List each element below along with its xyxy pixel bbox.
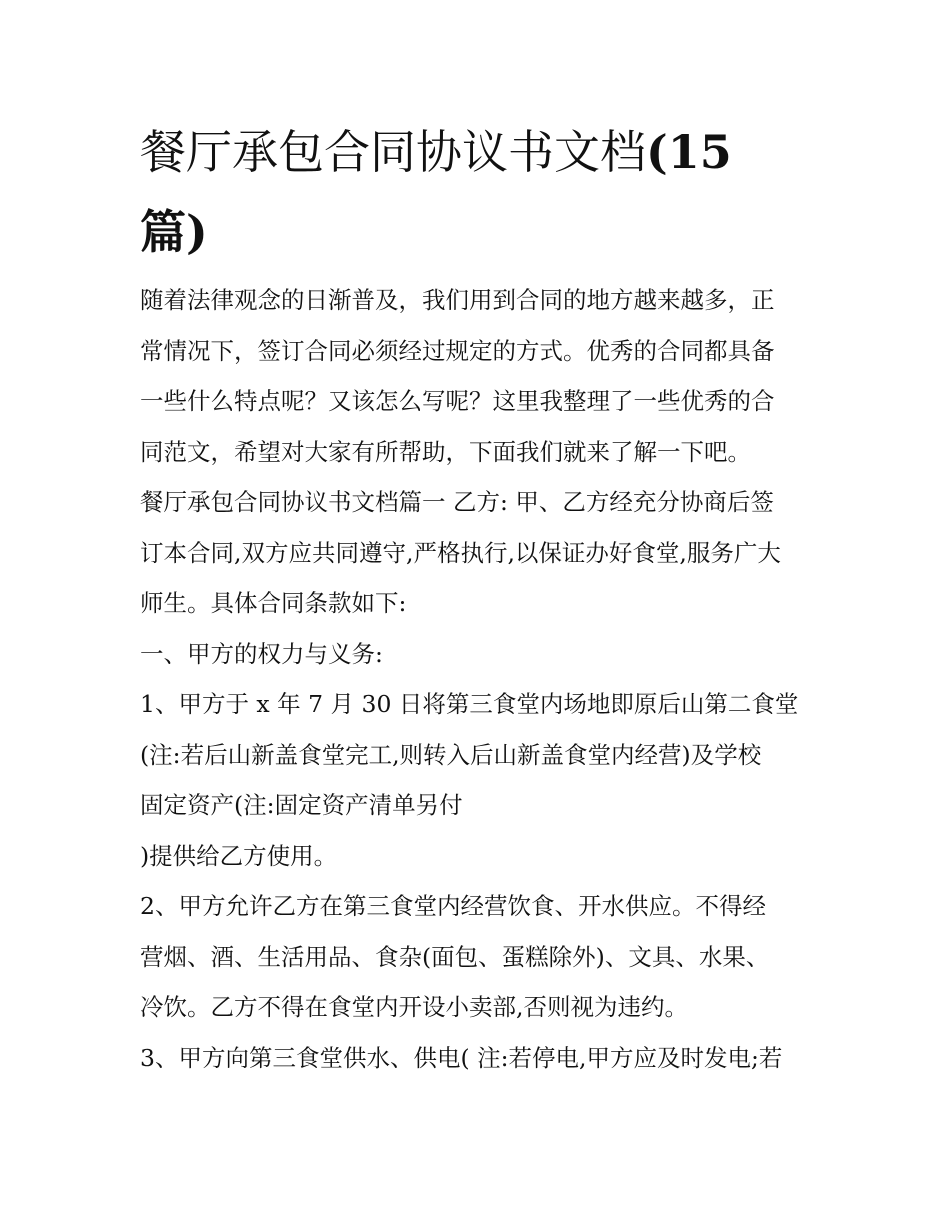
body-line: 随着法律观念的日渐普及，我们用到合同的地方越来越多，正	[140, 286, 775, 314]
body-line: 冷饮。乙方不得在食堂内开设小卖部,否则视为违约。	[140, 993, 688, 1021]
document-body	[140, 275, 820, 1083]
body-line: 订本合同,双方应共同遵守,严格执行,以保证办好食堂,服务广大	[140, 538, 781, 567]
body-line: 同范文，希望对大家有所帮助，下面我们就来了解一下吧。	[140, 437, 751, 466]
body-line: 餐厅承包合同协议书文档篇一 乙方: 甲、乙方经充分协商后签	[140, 488, 774, 516]
body-line: )提供给乙方使用。	[140, 841, 338, 870]
title-line-2: 篇)	[140, 205, 208, 259]
document-title	[140, 112, 820, 272]
body-line: 2、甲方允许乙方在第三食堂内经营饮食、开水供应。不得经	[140, 892, 766, 920]
body-line: 一些什么特点呢？又该怎么写呢？这里我整理了一些优秀的合	[140, 387, 775, 415]
title-text: 餐厅承包合同协议书文档	[140, 125, 646, 179]
body-line: 常情况下，签订合同必须经过规定的方式。优秀的合同都具备	[140, 336, 775, 365]
body-line: 固定资产(注:固定资产清单另付	[140, 791, 463, 819]
body-line: 师生。具体合同条款如下:	[140, 589, 407, 617]
body-line: (注:若后山新盖食堂完工,则转入后山新盖食堂内经营)及学校	[140, 740, 762, 769]
title-count: (15	[646, 125, 732, 179]
body-line: 一、甲方的权力与义务:	[140, 639, 383, 668]
body-line: 3、甲方向第三食堂供水、供电( 注:若停电,甲方应及时发电;若	[140, 1043, 783, 1072]
body-line: 营烟、酒、生活用品、食杂(面包、蛋糕除外)、文具、水果、	[140, 942, 770, 971]
body-line: 1、甲方于 x 年 7 月 30 日将第三食堂内场地即原后山第二食堂	[140, 690, 799, 718]
